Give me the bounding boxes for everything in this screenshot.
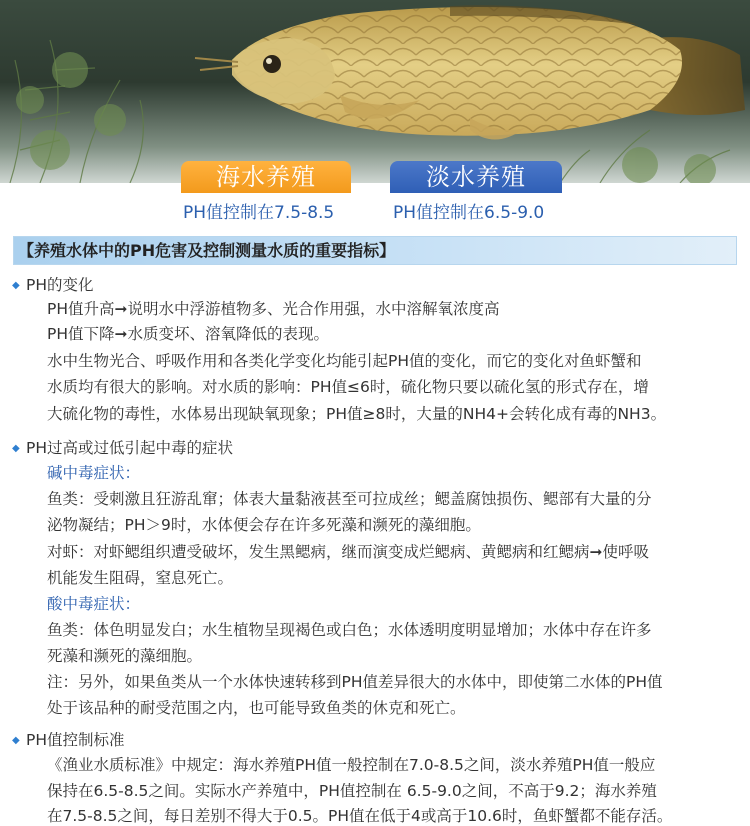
paragraph-line: 保持在6.5-8.5之间。实际水产养殖中，PH值控制在 6.5-9.0之间，不高于9.2；海水养殖 <box>47 782 657 800</box>
diamond-bullet-icon: ◆ <box>12 443 20 454</box>
diamond-bullet-icon: ◆ <box>12 280 20 291</box>
section-title-text: PH值控制标准 <box>26 731 125 749</box>
section-title-text: PH过高或过低引起中毒的症状 <box>26 439 234 457</box>
paragraph-line: 处于该品种的耐受范围之内，也可能导致鱼类的休克和死亡。 <box>47 699 466 717</box>
freshwater-farming-badge: 淡水养殖 <box>390 161 562 193</box>
paragraph-line: 鱼类：受刺激且狂游乱窜；体表大量黏液甚至可拉成丝；鳃盖腐蚀损伤、鳃部有大量的分 <box>47 490 652 508</box>
hero-banner <box>0 0 750 183</box>
section-title-ph-change <box>12 274 94 297</box>
paragraph-line: 在7.5-8.5之间，每日差别不得大于0.5。PH值在低于4或高于10.6时，鱼虾蟹都不能存活。 <box>47 807 673 825</box>
freshwater-ph-range: PH值控制在6.5-9.0 <box>393 203 545 223</box>
paragraph-line: 《渔业水质标准》中规定：海水养殖PH值一般控制在7.0-8.5之间，淡水养殖PH值一般应 <box>47 756 656 774</box>
arowana-fish-photo <box>0 0 750 183</box>
paragraph-line: 水中生物光合、呼吸作用和各类化学变化均能引起PH值的变化，而它的变化对鱼虾蟹和 <box>47 352 642 370</box>
section-title-text: PH的变化 <box>26 276 94 294</box>
section-title-poisoning <box>12 437 233 460</box>
paragraph-line: 死藻和濒死的藻细胞。 <box>47 647 203 665</box>
paragraph-line: 鱼类：体色明显发白；水生植物呈现褐色或白色；水体透明度明显增加；水体中存在许多 <box>47 621 652 639</box>
paragraph-line: 机能发生阻碍，窒息死亡。 <box>47 569 234 587</box>
section-title-ph-standard <box>12 729 125 752</box>
paragraph-line: PH值下降➞水质变坏、溶氧降低的表现。 <box>47 325 329 343</box>
seawater-farming-badge: 海水养殖 <box>181 161 351 193</box>
section-header: 【养殖水体中的PH危害及控制测量水质的重要指标】 <box>13 236 737 265</box>
alkali-poisoning-title: 碱中毒症状： <box>47 464 141 482</box>
seawater-ph-range: PH值控制在7.5-8.5 <box>183 203 335 223</box>
paragraph-line: 大硫化物的毒性，水体易出现缺氧现象；PH值≥8时，大量的NH4+会转化成有毒的NH3。 <box>47 405 667 423</box>
acid-poisoning-title: 酸中毒症状： <box>47 595 141 613</box>
paragraph-line: 水质均有很大的影响。对水质的影响：PH值≤6时，硫化物只要以硫化氢的形式存在，增 <box>47 378 649 396</box>
diamond-bullet-icon: ◆ <box>12 735 20 746</box>
paragraph-line: 注：另外，如果鱼类从一个水体快速转移到PH值差异很大的水体中，即使第二水体的PH值 <box>47 673 663 691</box>
paragraph-line: PH值升高➞说明水中浮游植物多、光合作用强，水中溶解氧浓度高 <box>47 300 500 318</box>
paragraph-line: 对虾：对虾鳃组织遭受破坏，发生黑鳃病，继而演变成烂鳃病、黄鳃病和红鳃病➞使呼吸 <box>47 543 649 561</box>
paragraph-line: 泌物凝结；PH＞9时，水体便会存在许多死藻和濒死的藻细胞。 <box>47 516 481 534</box>
